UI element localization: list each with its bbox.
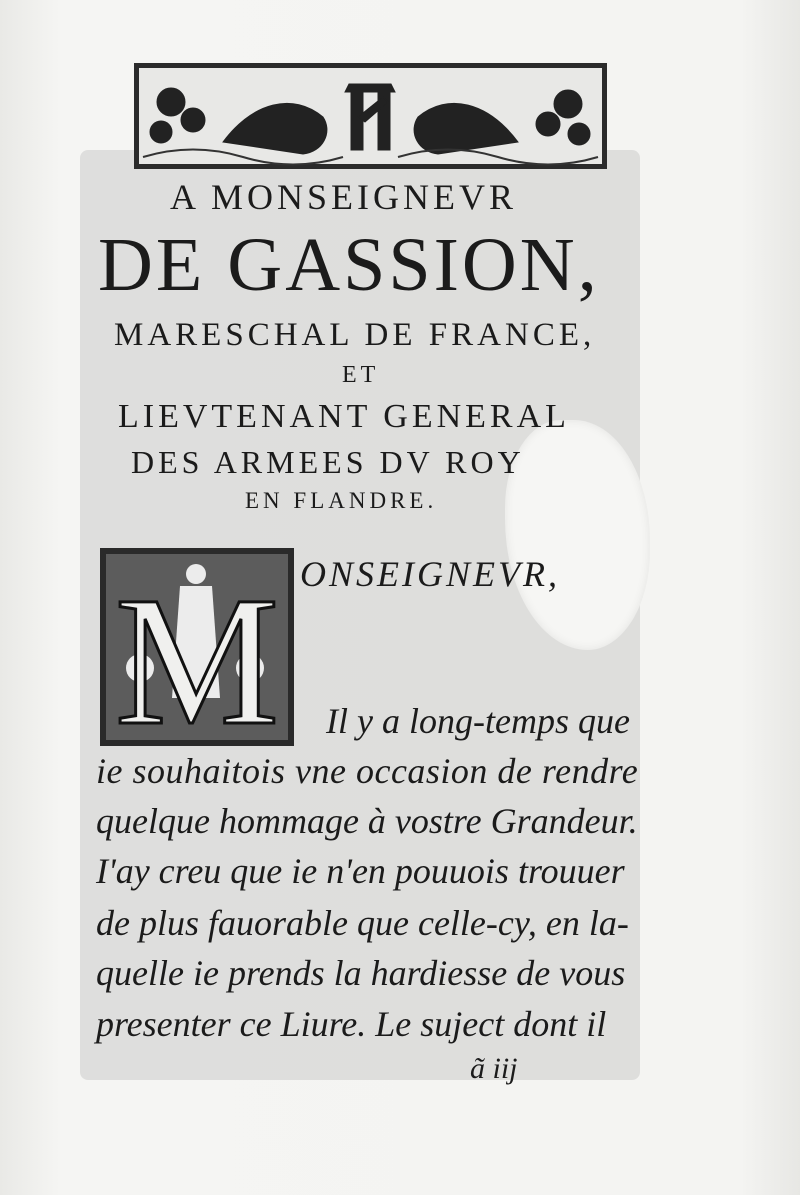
letter-line-2: ie souhaitois vne occasion de rendre [96, 751, 639, 791]
dedication-name: DE GASSION, [98, 223, 600, 307]
letter-line-5: de plus fauorable que celle-cy, en la- [96, 903, 629, 943]
dropcap-m-icon [100, 548, 294, 746]
letter-line-7: presenter ce Liure. Le suject dont il [96, 1004, 607, 1044]
salutation: ONSEIGNEVR, [300, 554, 560, 594]
dedication-line-1: A MONSEIGNEVR [170, 177, 518, 217]
letter-line-4: I'ay creu que ie n'en pouuois trouuer [96, 851, 625, 891]
dedication-line-4: ET [342, 362, 380, 388]
letter-line-6: quelle ie prends la hardiesse de vous [96, 953, 626, 993]
letter-line-3: quelque hommage à vostre Grandeur. [96, 801, 638, 841]
signature-mark: ã iij [470, 1052, 518, 1085]
dedication-line-5: LIEVTENANT GENERAL [118, 398, 570, 435]
dedication-line-6: DES ARMEES DV ROY [131, 444, 525, 480]
dropcap-letter: M [114, 559, 280, 746]
dedication-line-3: MARESCHAL DE FRANCE, [114, 317, 596, 353]
dedication-line-7: EN FLANDRE. [245, 488, 438, 513]
decorative-headpiece-icon [133, 62, 608, 170]
letter-line-1: Il y a long-temps que [326, 701, 630, 741]
